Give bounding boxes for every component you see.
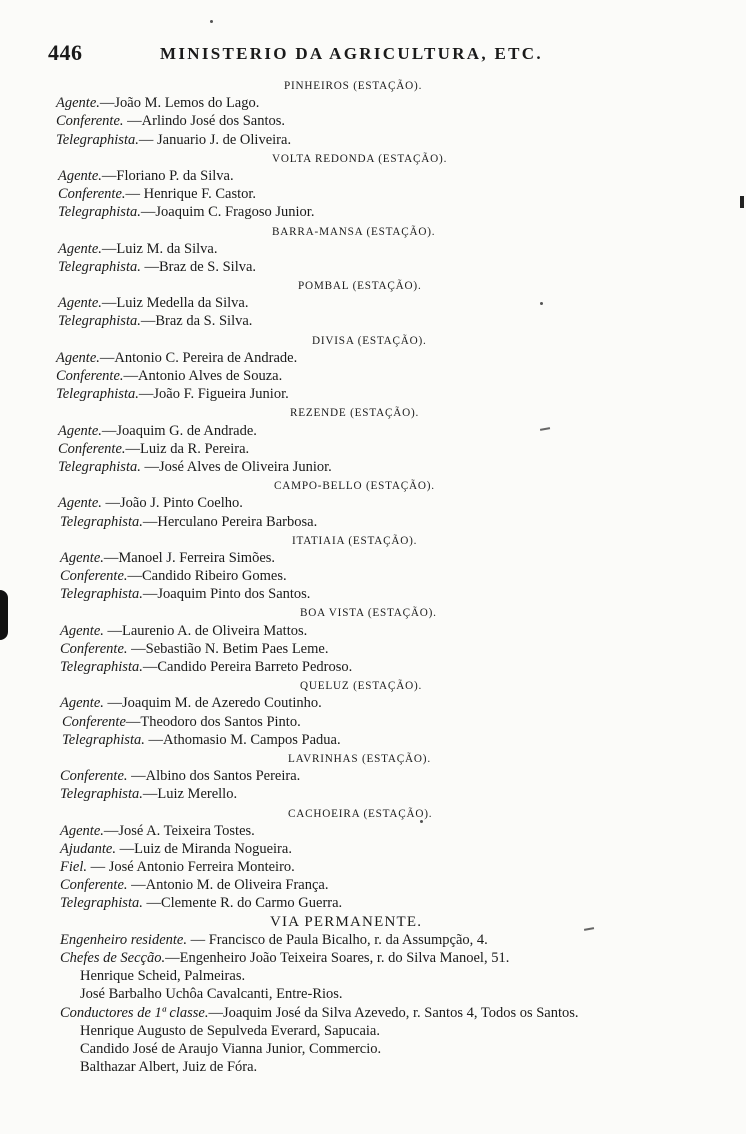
role-label: Conferente. <box>58 186 126 203</box>
role-label: Telegraphista. <box>58 204 141 221</box>
role-label: Agente. <box>58 167 102 184</box>
staff-name: —Luiz da R. Pereira. <box>125 440 250 457</box>
role-label: Conferente. <box>60 640 128 657</box>
role-label: Chefes de Secção. <box>60 950 166 966</box>
staff-entry-continuation <box>0 985 746 1003</box>
staff-entry <box>0 494 746 512</box>
staff-entry <box>0 203 746 221</box>
station-heading <box>0 531 746 549</box>
page-header <box>48 40 608 70</box>
role-label: Telegraphista. <box>58 313 141 330</box>
role-label: Agente. <box>60 695 104 712</box>
role-label: Telegraphista. <box>56 386 139 403</box>
role-label: Agente. <box>58 295 102 312</box>
staff-entry-continuation <box>0 1058 746 1076</box>
role-label: Telegraphista. <box>60 586 143 603</box>
staff-entry <box>0 658 746 676</box>
staff-entry <box>0 894 746 912</box>
station-heading-text: REZENDE (ESTAÇÃO). <box>290 407 420 420</box>
staff-entry <box>0 422 746 440</box>
station-heading <box>0 476 746 494</box>
staff-entry <box>0 931 746 949</box>
station-heading-text: BOA VISTA (ESTAÇÃO). <box>300 607 437 620</box>
staff-entry <box>0 349 746 367</box>
role-label: Conferente. <box>58 440 126 457</box>
role-label: Telegraphista. <box>56 131 139 148</box>
role-label: Telegraphista. <box>60 895 143 912</box>
staff-entry <box>0 312 746 330</box>
staff-name: —Braz da S. Silva. <box>140 313 253 330</box>
role-label: Telegraphista. <box>60 513 143 530</box>
role-label: Conferente <box>62 713 126 730</box>
staff-name: —Candido Ribeiro Gomes. <box>127 568 287 585</box>
staff-name: Henrique Scheid, Palmeiras. <box>80 968 246 985</box>
role-label: Conductores de 1ª classe. <box>60 1004 209 1021</box>
staff-entry <box>0 785 746 803</box>
staff-entry <box>0 840 746 858</box>
staff-name: —Floriano P. da Silva. <box>101 167 234 184</box>
staff-name: —João F. Figueira Junior. <box>138 386 289 403</box>
staff-entry <box>0 167 746 185</box>
staff-entry <box>0 549 746 567</box>
staff-entry <box>0 185 746 203</box>
staff-name: — José Antonio Ferreira Monteiro. <box>86 859 295 876</box>
page-body <box>0 76 746 1076</box>
role-label: Conferente. <box>60 768 128 785</box>
staff-name: Balthazar Albert, Juiz de Fóra. <box>80 1059 258 1076</box>
staff-name: —Albino dos Santos Pereira. <box>127 768 301 785</box>
role-label: Conferente. <box>60 568 128 585</box>
role-label: Agente. <box>58 240 102 257</box>
staff-entry <box>0 385 746 403</box>
role-label: Agente. <box>58 495 102 512</box>
staff-name: —Clemente R. do Carmo Guerra. <box>142 895 343 912</box>
station-heading <box>0 149 746 167</box>
staff-name: —Antonio Alves de Souza. <box>123 368 283 384</box>
staff-name: —Braz de S. Silva. <box>140 258 257 275</box>
staff-name: —Joaquim G. de Andrade. <box>101 422 257 439</box>
role-label: Telegraphista. <box>58 458 141 475</box>
station-heading <box>0 676 746 694</box>
role-label: Conferente. <box>56 113 124 130</box>
edge-mark <box>740 196 744 208</box>
station-heading <box>0 804 746 822</box>
staff-name: —Joaquim M. de Azeredo Coutinho. <box>103 695 322 712</box>
station-heading-text: BARRA-MANSA (ESTAÇÃO). <box>272 225 436 238</box>
staff-entry <box>0 258 746 276</box>
station-heading <box>0 403 746 421</box>
staff-entry <box>0 440 746 458</box>
staff-name: —Herculano Pereira Barbosa. <box>142 513 318 530</box>
staff-name: —Luiz de Miranda Nogueira. <box>115 840 292 857</box>
page-number: 446 <box>48 40 83 65</box>
station-heading <box>0 276 746 294</box>
staff-name: Henrique Augusto de Sepulveda Everard, Sapucaia. <box>80 1022 380 1039</box>
role-label: Agente. <box>56 349 100 366</box>
section-heading <box>0 913 746 931</box>
station-heading-text: QUELUZ (ESTAÇÃO). <box>300 680 423 693</box>
staff-entry-continuation <box>0 967 746 985</box>
station-heading-text: CACHOEIRA (ESTAÇÃO). <box>288 807 433 820</box>
staff-name: —João J. Pinto Coelho. <box>101 495 243 512</box>
staff-name: — Januario J. de Oliveira. <box>138 131 292 148</box>
staff-name: — Henrique F. Castor. <box>125 186 257 203</box>
staff-name: —Manoel J. Ferreira Simões. <box>103 549 276 566</box>
staff-entry <box>0 822 746 840</box>
staff-entry-continuation <box>0 1040 746 1058</box>
staff-name: —Joaquim José da Silva Azevedo, r. Santos 4, Todos os Santos. <box>208 1004 579 1021</box>
staff-entry <box>0 94 746 112</box>
section-heading-text: VIA PERMANENTE. <box>270 913 423 930</box>
staff-name: —Laurenio A. de Oliveira Mattos. <box>103 622 308 639</box>
role-label: Telegraphista. <box>58 258 141 275</box>
staff-entry <box>0 713 746 731</box>
role-label: Fiel. <box>60 859 87 876</box>
station-heading-text: LAVRINHAS (ESTAÇÃO). <box>288 752 431 765</box>
ink-blot <box>0 590 8 640</box>
staff-entry <box>0 1004 746 1022</box>
station-heading-text: DIVISA (ESTAÇÃO). <box>312 334 427 347</box>
station-heading <box>0 603 746 621</box>
role-label: Conferente. <box>60 877 128 894</box>
staff-name: —Engenheiro João Teixeira Soares, r. do Silva Manoel, 51. <box>165 950 510 966</box>
running-title: MINISTERIO DA AGRICULTURA, ETC. <box>160 44 543 63</box>
station-heading-text: PINHEIROS (ESTAÇÃO). <box>284 80 423 92</box>
station-heading <box>0 749 746 767</box>
staff-entry <box>0 767 746 785</box>
speck <box>420 820 423 823</box>
staff-name: —Sebastião N. Betim Paes Leme. <box>127 640 329 657</box>
staff-name: —Theodoro dos Santos Pinto. <box>125 713 301 730</box>
staff-name: —Joaquim C. Fragoso Junior. <box>140 204 315 221</box>
station-heading-text: CAMPO-BELLO (ESTAÇÃO). <box>274 480 435 493</box>
staff-entry <box>0 240 746 258</box>
station-heading-text: ITATIAIA (ESTAÇÃO). <box>292 534 418 547</box>
staff-name: —João M. Lemos do Lago. <box>99 95 260 112</box>
staff-entry <box>0 112 746 130</box>
staff-name: —Arlindo José dos Santos. <box>123 113 286 130</box>
staff-entry <box>0 949 746 967</box>
station-heading <box>0 76 746 94</box>
staff-entry <box>0 731 746 749</box>
staff-name: —Luiz Merello. <box>142 786 238 803</box>
role-label: Agente. <box>60 622 104 639</box>
staff-entry <box>0 585 746 603</box>
role-label: Conferente. <box>56 368 124 384</box>
staff-name: —Luiz Medella da Silva. <box>101 295 249 312</box>
role-label: Engenheiro residente. <box>60 931 187 948</box>
role-label: Ajudante. <box>60 840 116 857</box>
staff-name: —Athomasio M. Campos Padua. <box>144 731 341 748</box>
role-label: Agente. <box>56 95 100 112</box>
staff-name: Candido José de Araujo Vianna Junior, Commercio. <box>80 1040 382 1057</box>
station-heading-text: POMBAL (ESTAÇÃO). <box>298 280 422 293</box>
staff-entry <box>0 131 746 149</box>
role-label: Agente. <box>60 549 104 566</box>
role-label: Agente. <box>60 822 104 839</box>
staff-name: —Antonio M. de Oliveira França. <box>127 877 329 894</box>
speck <box>210 20 213 23</box>
staff-name: —José A. Teixeira Tostes. <box>103 822 255 839</box>
staff-entry <box>0 513 746 531</box>
staff-entry <box>0 567 746 585</box>
staff-name: —José Alves de Oliveira Junior. <box>140 458 332 475</box>
staff-entry <box>0 876 746 894</box>
staff-entry <box>0 294 746 312</box>
staff-name: —Antonio C. Pereira de Andrade. <box>99 349 298 366</box>
staff-entry <box>0 858 746 876</box>
staff-entry <box>0 458 746 476</box>
staff-name: — Francisco de Paula Bicalho, r. da Assumpção, 4. <box>186 931 488 948</box>
role-label: Telegraphista. <box>60 659 143 675</box>
staff-entry <box>0 640 746 658</box>
staff-entry <box>0 694 746 712</box>
station-heading-text: VOLTA REDONDA (ESTAÇÃO). <box>272 152 448 165</box>
staff-name: —Candido Pereira Barreto Pedroso. <box>142 659 353 675</box>
role-label: Telegraphista. <box>60 786 143 803</box>
role-label: Agente. <box>58 422 102 439</box>
staff-entry-continuation <box>0 1022 746 1040</box>
role-label: Telegraphista. <box>62 731 145 748</box>
staff-name: José Barbalho Uchôa Cavalcanti, Entre-Rios. <box>80 986 343 1003</box>
station-heading <box>0 222 746 240</box>
speck <box>540 302 543 305</box>
staff-entry <box>0 622 746 640</box>
station-heading <box>0 331 746 349</box>
staff-name: —Luiz M. da Silva. <box>101 240 218 257</box>
staff-entry <box>0 367 746 385</box>
staff-name: —Joaquim Pinto dos Santos. <box>142 586 311 603</box>
